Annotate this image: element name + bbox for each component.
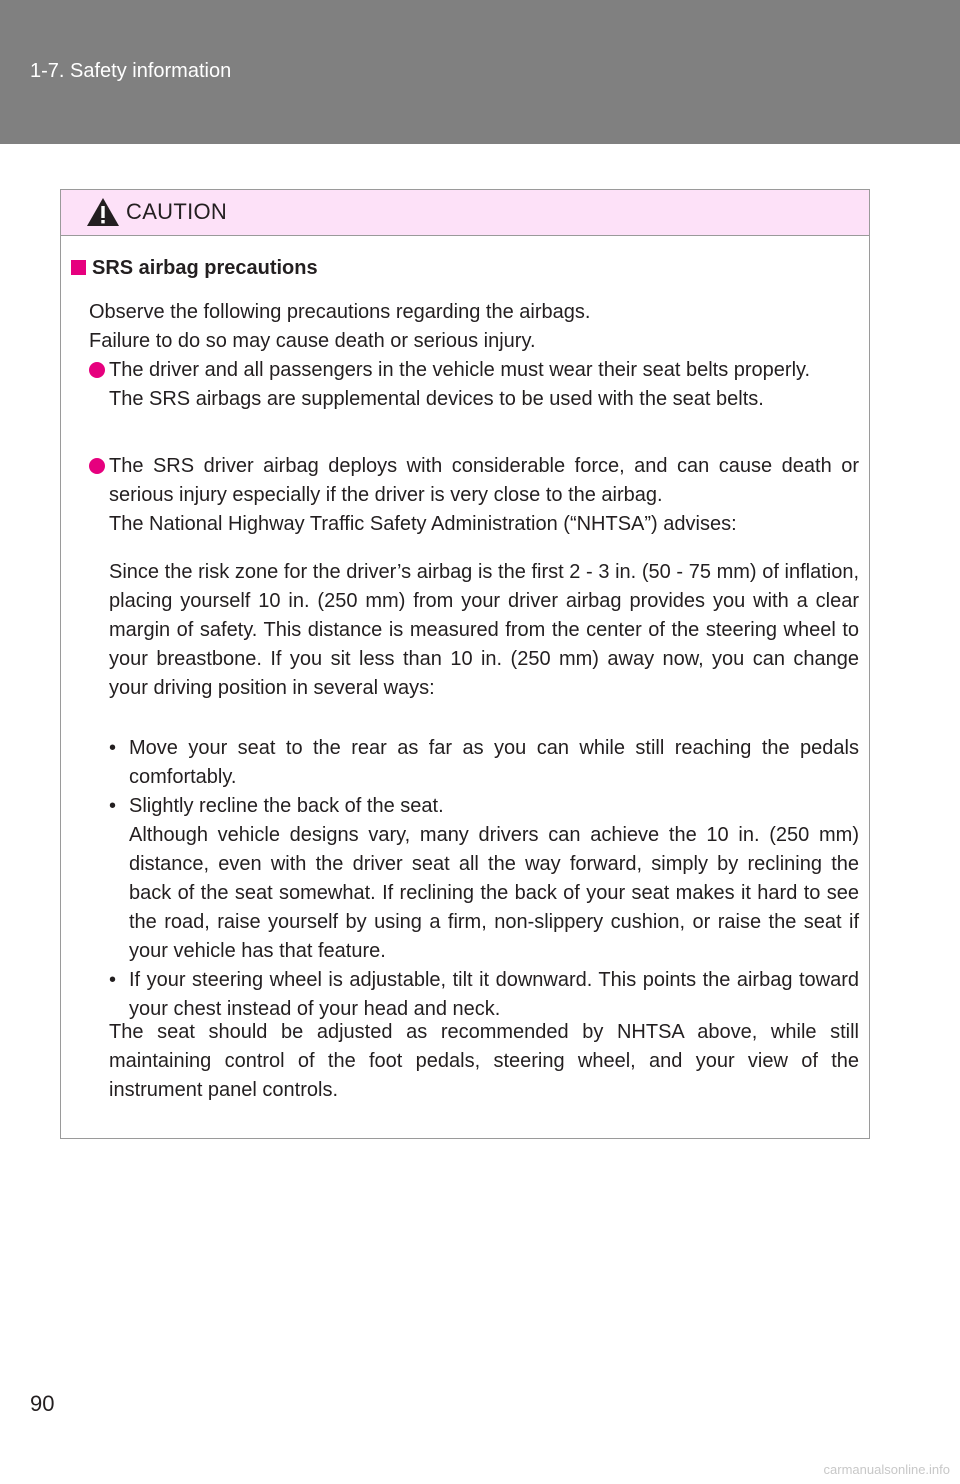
intro-line: Observe the following precautions regarding the airbags. bbox=[89, 301, 591, 323]
section-heading-text: SRS airbag precautions bbox=[92, 257, 318, 279]
bullet-line: The SRS driver airbag deploys with considerable force, and can cause death or serious injury especially if the driver is very close to the airbag. bbox=[109, 455, 859, 506]
list-item-line: Move your seat to the rear as far as you can while still reaching the pedals comfortably. bbox=[129, 737, 859, 788]
bullet-item-seat-belts bbox=[89, 356, 859, 414]
list-item bbox=[109, 966, 859, 1024]
list-item bbox=[109, 792, 859, 966]
warning-triangle-icon bbox=[86, 197, 120, 227]
list-marker: • bbox=[109, 737, 117, 759]
bullet-line: The SRS airbags are supplemental devices to be used with the seat belts. bbox=[109, 388, 764, 410]
list-item-line: Although vehicle designs vary, many drivers can achieve the 10 in. (250 mm) distance, even with the driver seat all the way forward, simply by reclining the back of the seat somewhat. If reclining the back of your seat makes it hard to see the road, raise yourself by using a firm, non-slippery cushion, or raise the seat if your vehicle has that feature. bbox=[129, 824, 859, 962]
intro-paragraph bbox=[89, 298, 849, 356]
caution-box bbox=[60, 189, 870, 1139]
section-title: 1-7. Safety information bbox=[30, 60, 232, 82]
square-bullet-icon bbox=[71, 260, 86, 275]
caution-header bbox=[61, 190, 869, 236]
list-item bbox=[109, 734, 859, 792]
caution-title: CAUTION bbox=[126, 199, 228, 224]
list-marker: • bbox=[109, 969, 117, 991]
page-number: 90 bbox=[30, 1391, 55, 1416]
circle-bullet-icon bbox=[89, 458, 105, 474]
intro-line: Failure to do so may cause death or serious injury. bbox=[89, 330, 536, 352]
watermark: carmanualsonline.info bbox=[823, 1462, 950, 1477]
closing-paragraph: The seat should be adjusted as recommended by NHTSA above, while still maintaining control of the foot pedals, steering wheel, and your view of the instrument panel controls. bbox=[109, 1021, 859, 1101]
driving-position-list bbox=[109, 734, 859, 1024]
nhtsa-advice-paragraph: Since the risk zone for the driver’s airbag is the first 2 - 3 in. (50 - 75 mm) of inflation, placing yourself 10 in. (250 mm) from your driver airbag provides you with a clear margin of safety. This distance is measured from the center of the steering wheel to your breastbone. If you sit less than 10 in. (250 mm) away now, you can change your driving position in several ways: bbox=[109, 561, 859, 699]
section-heading bbox=[71, 254, 318, 283]
list-item-line: Slightly recline the back of the seat. bbox=[129, 795, 444, 817]
list-marker: • bbox=[109, 795, 117, 817]
header-band bbox=[0, 0, 960, 144]
bullet-line: The driver and all passengers in the vehicle must wear their seat belts properly. bbox=[109, 359, 811, 381]
bullet-item-driver-airbag bbox=[89, 452, 859, 539]
list-item-line: If your steering wheel is adjustable, tilt it downward. This points the airbag toward your chest instead of your head and neck. bbox=[129, 969, 859, 1020]
bullet-line: The National Highway Traffic Safety Administration (“NHTSA”) advises: bbox=[109, 513, 737, 535]
circle-bullet-icon bbox=[89, 362, 105, 378]
